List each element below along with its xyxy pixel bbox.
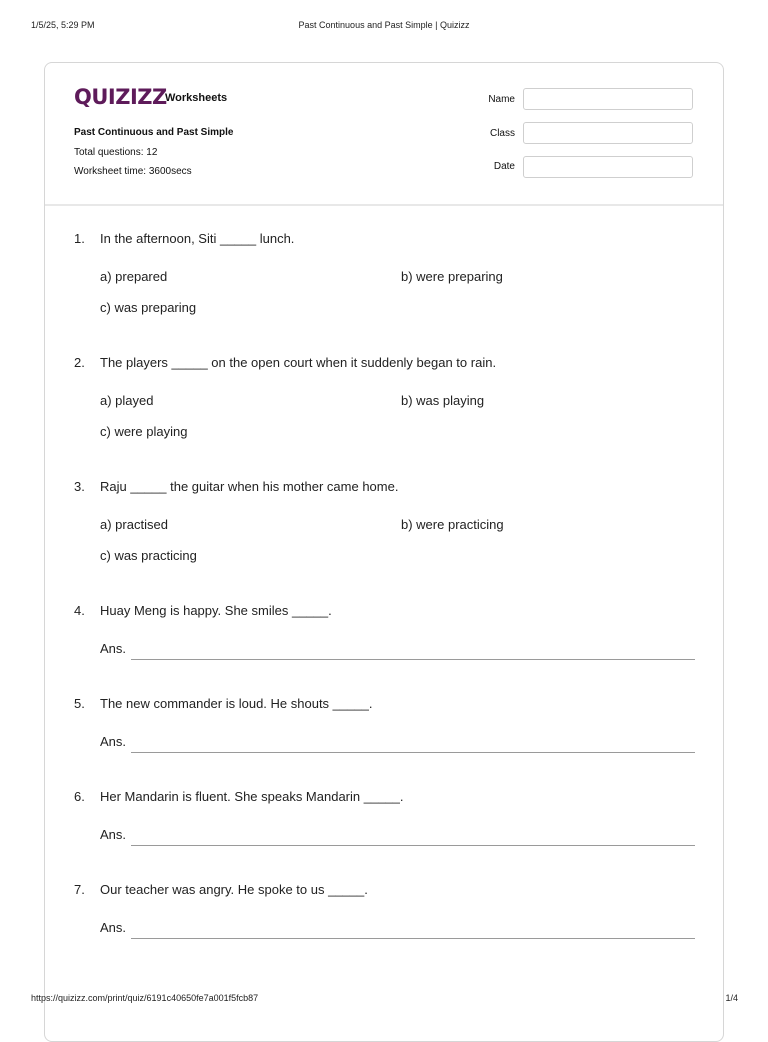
worksheet-title: Past Continuous and Past Simple (74, 127, 234, 138)
answer-line[interactable] (131, 845, 695, 846)
question-number: 3. (74, 479, 85, 494)
print-header (0, 20, 768, 32)
option-b: b) was playing (401, 393, 485, 408)
question-number: 7. (74, 882, 85, 897)
date-field[interactable] (523, 156, 693, 178)
worksheet-card (44, 62, 724, 1042)
question-number: 5. (74, 696, 85, 711)
answer-line[interactable] (131, 938, 695, 939)
question-text: The new commander is loud. He shouts _____. (100, 696, 373, 711)
print-url[interactable]: https://quizizz.com/print/quiz/6191c40650fe7a001f5fcb87 (31, 993, 259, 1003)
class-field[interactable] (523, 122, 693, 144)
class-label: Class (489, 128, 515, 139)
option-c: c) was practicing (100, 548, 197, 563)
answer-line[interactable] (131, 659, 695, 660)
worksheet-header (45, 63, 723, 206)
question-number: 6. (74, 789, 85, 804)
question-text: The players _____ on the open court when it suddenly began to rain. (100, 355, 497, 370)
print-footer (0, 993, 768, 1005)
worksheet-time: Worksheet time: 3600secs (74, 166, 192, 177)
answer-label: Ans. (100, 920, 127, 935)
total-questions: Total questions: 12 (74, 147, 158, 158)
print-datetime: 1/5/25, 5:29 PM (31, 20, 95, 30)
question-text: Our teacher was angry. He spoke to us _____. (100, 882, 368, 897)
answer-label: Ans. (100, 641, 127, 656)
question-text: In the afternoon, Siti _____ lunch. (100, 231, 295, 246)
name-label: Name (488, 94, 515, 105)
question-number: 4. (74, 603, 85, 618)
question-number: 2. (74, 355, 85, 370)
question-text: Raju _____ the guitar when his mother came home. (100, 479, 399, 494)
print-page-number: 1/4 (725, 993, 738, 1003)
date-label: Date (493, 161, 515, 172)
print-title: Past Continuous and Past Simple | Quizizz (298, 20, 470, 30)
option-a: a) prepared (100, 269, 168, 284)
answer-line[interactable] (131, 752, 695, 753)
option-c: c) was preparing (100, 300, 197, 315)
question-number: 1. (74, 231, 85, 246)
option-a: a) practised (100, 517, 168, 532)
answer-label: Ans. (100, 734, 127, 749)
question-text: Huay Meng is happy. She smiles _____. (100, 603, 332, 618)
option-c: c) were playing (100, 424, 188, 439)
option-b: b) were practicing (401, 517, 504, 532)
question-text: Her Mandarin is fluent. She speaks Mandarin _____. (100, 789, 404, 804)
option-a: a) played (100, 393, 154, 408)
quizizz-logo: QUIZIZZ (74, 85, 167, 109)
option-b: b) were preparing (401, 269, 503, 284)
logo-subtitle: Worksheets (165, 92, 228, 104)
answer-label: Ans. (100, 827, 127, 842)
name-field[interactable] (523, 88, 693, 110)
